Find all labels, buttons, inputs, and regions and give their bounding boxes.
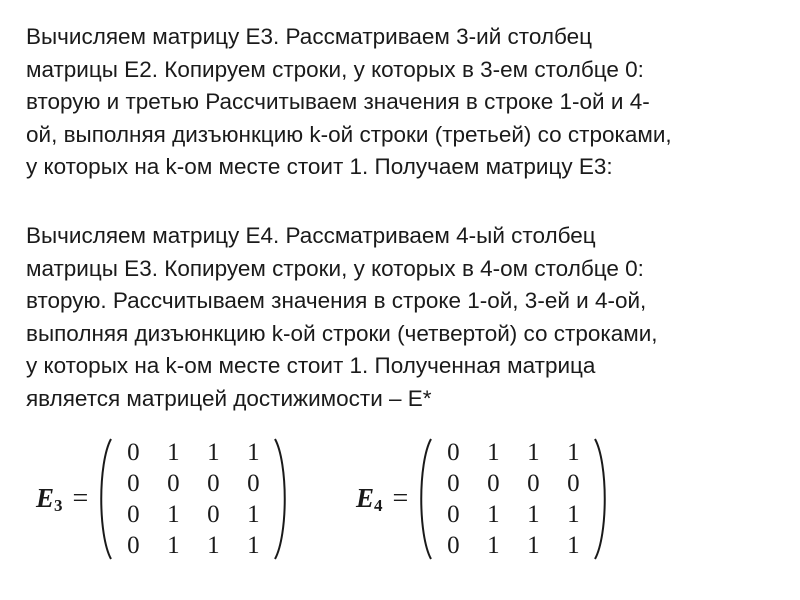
matrix-cell: 1 [247, 532, 260, 559]
matrix-cell: 0 [127, 532, 140, 559]
matrix-cell: 0 [127, 501, 140, 528]
matrix-e4-equation [356, 434, 612, 564]
matrix-subscript: 3 [54, 495, 63, 515]
matrix-cell: 1 [487, 532, 500, 559]
matrix-cell: 0 [447, 439, 460, 466]
text-line: у которых на k-ом месте стоит 1. Полученная матрица [26, 353, 596, 378]
matrix-cell: 0 [567, 470, 580, 497]
text-line: у которых на k-ом месте стоит 1. Получаем матрицу E3: [26, 154, 613, 179]
text-line: выполняя дизъюнкцию k-ой строки (четвертой) со строками, [26, 320, 658, 346]
matrix-cell: 1 [167, 501, 180, 528]
matrix-cell: 1 [527, 532, 540, 559]
matrix-cell: 0 [127, 439, 140, 466]
matrix-cell: 0 [527, 470, 540, 497]
text-line: является матрицей достижимости – E* [26, 385, 432, 411]
matrix-cell: 0 [127, 470, 140, 497]
matrix-cell: 0 [447, 470, 460, 497]
matrix-cell: 1 [567, 439, 580, 466]
matrix-cell: 0 [167, 470, 180, 497]
matrix-cell: 1 [567, 501, 580, 528]
matrix-cell: 1 [247, 439, 260, 466]
text-line: Вычисляем матрицу E4. Рассматриваем 4-ый столбец [26, 223, 596, 248]
equals-sign: = [392, 483, 409, 514]
matrix-cell: 0 [207, 501, 220, 528]
matrix-e3-name [36, 483, 63, 516]
text-line: вторую. Рассчитываем значения в строке 1-ой, 3-ей и 4-ой, [26, 288, 647, 313]
matrix-cell: 1 [167, 532, 180, 559]
right-paren-icon [592, 437, 612, 561]
matrix-cell: 1 [527, 501, 540, 528]
matrix-cell: 0 [447, 501, 460, 528]
left-paren-icon [94, 437, 114, 561]
matrix-cell: 0 [487, 470, 500, 497]
text-line: ой, выполняя дизъюнкцию k-ой строки (третьей) со строками, [26, 121, 672, 147]
matrix-cell: 1 [207, 439, 220, 466]
equals-sign: = [72, 483, 89, 514]
matrix-cell: 0 [447, 532, 460, 559]
matrix-cell: 1 [527, 439, 540, 466]
matrix-e4-grid [433, 437, 593, 561]
matrix-cell: 0 [207, 470, 220, 497]
right-paren-icon [272, 437, 292, 561]
paragraph-compute-e4 [26, 220, 786, 415]
matrix-cell: 1 [567, 532, 580, 559]
matrix-cell: 1 [207, 532, 220, 559]
matrix-e3-equation [36, 434, 292, 564]
left-paren-icon [414, 437, 434, 561]
matrix-subscript: 4 [374, 495, 383, 515]
matrix-cell: 1 [247, 501, 260, 528]
matrix-symbol: E [356, 482, 375, 513]
text-line: вторую и третью Рассчитываем значения в строке 1-ой и 4- [26, 89, 650, 114]
text-line: матрицы E3. Копируем строки, у которых в 4-ом столбце 0: [26, 255, 644, 281]
matrix-cell: 1 [487, 501, 500, 528]
matrix-e3-grid [113, 437, 273, 561]
matrix-cell: 1 [487, 439, 500, 466]
text-line: Вычисляем матрицу E3. Рассматриваем 3-ий столбец [26, 24, 593, 49]
matrix-e4-name [356, 483, 383, 516]
matrix-cell: 1 [167, 439, 180, 466]
matrix-symbol: E [36, 482, 55, 513]
paragraph-compute-e3 [26, 21, 786, 184]
matrix-cell: 0 [247, 470, 260, 497]
text-line: матрицы E2. Копируем строки, у которых в 3-ем столбце 0: [26, 56, 644, 82]
